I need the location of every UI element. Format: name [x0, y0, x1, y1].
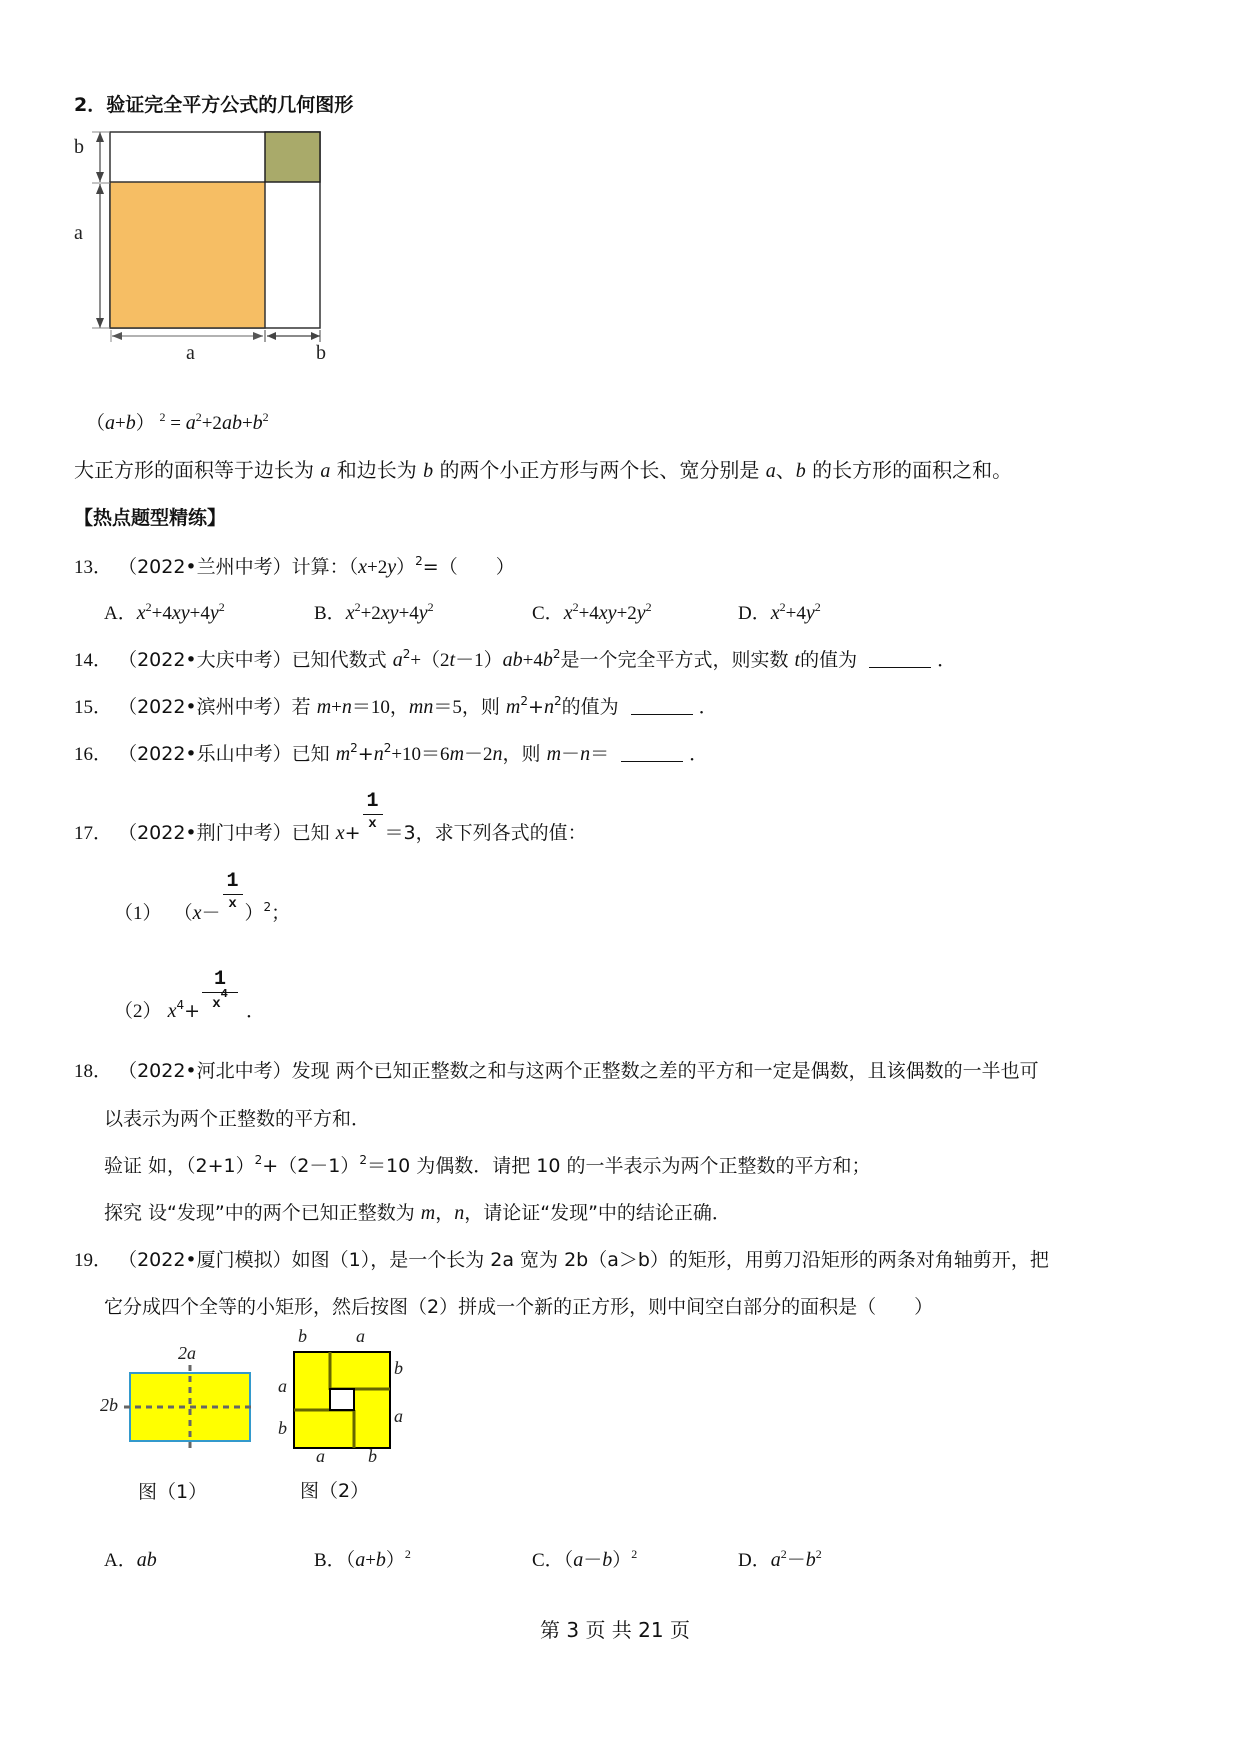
question-19: 19． （2022•厦门模拟）如图（1），是一个长为 2a 宽为 2b（a＞b）的矩形，用剪刀沿矩形的两条对角轴剪开，把 [74, 1249, 1049, 1271]
perfect-square-formula: （a+b） $^2 = a^2+2ab+b^2$ [86, 410, 269, 434]
fig2-caption: 图（2） [300, 1480, 370, 1502]
page-footer: 第 3 页 共 21 页 [540, 1618, 690, 1642]
question-16: 16． （2022•乐山中考）已知 $m^2+n^2+10=6m-2n$，则 m－n＝ ． [74, 741, 709, 765]
q18-line-2: 以表示为两个正整数的平方和． [104, 1108, 371, 1130]
formula-exponent: 2 [159, 410, 166, 424]
perfect-square-diagram [70, 120, 370, 380]
q19-option-b[interactable]: B．$(a+b)^2$ [314, 1547, 411, 1571]
label-b-left: b [74, 136, 84, 158]
q15-answer-blank[interactable] [631, 700, 693, 715]
q19-option-d[interactable]: D．$a^2-b^2$ [738, 1547, 822, 1571]
q13-option-b[interactable]: B．$x^2+2xy+4y^2$ [314, 600, 434, 624]
question-15: 15． （2022•滨州中考）若 m+n＝10，mn＝5，则 $m^2+n^2$的值为 ． [74, 694, 718, 718]
question-18: 18． （2022•河北中考）发现 两个已知正整数之和与这两个正整数之差的平方和一定是偶数，且该偶数的一半也可 [74, 1060, 1039, 1082]
fig2-label-left-b: b [278, 1418, 287, 1438]
square-diagram-svg [70, 120, 370, 380]
fig2-label-top-b: b [298, 1326, 307, 1346]
fig1-label-2b: 2b [100, 1395, 118, 1415]
q17-sub-2: （2） $x^4+$ $\frac{1}{x^4}$ ． [114, 967, 266, 1022]
question-17: 17． （2022•荆门中考）已知 x+ $\frac{1}{x}$ ＝3，求下列各式的值： [74, 789, 587, 844]
figure-1 [96, 1345, 256, 1505]
q18-verify: 验证 如，$(2+1)^2+(2-1)^2=10$ 为偶数．请把 10 的一半表示为两个正整数的平方和； [104, 1153, 871, 1177]
label-a-left: a [74, 222, 83, 244]
q13-option-c[interactable]: C．$x^2+4xy+2y^2$ [532, 600, 652, 624]
fraction-1-over-x: $\frac{1}{x}$ [361, 824, 385, 844]
formula-explanation: 大正方形的面积等于边长为 a 和边长为 b 的两个小正方形与两个长、宽分别是 a、b 的长方形的面积之和。 [74, 458, 1013, 482]
fig2-label-bottom-b: b [368, 1446, 377, 1466]
fig2-label-right-b: b [394, 1358, 403, 1378]
fig1-caption: 图（1） [138, 1481, 208, 1503]
figure-2 [272, 1326, 412, 1510]
q19-option-c[interactable]: C．$(a-b)^2$ [532, 1547, 638, 1571]
fig1-label-2a: 2a [178, 1343, 196, 1363]
q13-option-a[interactable]: A．$x^2+4xy+4y^2$ [104, 600, 225, 624]
label-a-bottom: a [186, 342, 195, 364]
q14-answer-blank[interactable] [869, 653, 931, 668]
q19-option-a[interactable]: A．ab [104, 1549, 157, 1571]
fraction-1-over-x4: $\frac{1}{x^4}$ [200, 1002, 240, 1022]
section-title: 2．验证完全平方公式的几何图形 [74, 94, 354, 116]
q18-explore: 探究 设“发现”中的两个已知正整数为 m，n，请论证“发现”中的结论正确． [104, 1202, 731, 1224]
question-14: 14． （2022•大庆中考）已知代数式 $a^2+(2t-1)ab+4b^2$是一个完全平方式，则实数 t的值为 ． [74, 647, 957, 671]
fig2-label-right-a: a [394, 1406, 403, 1426]
q13-option-d[interactable]: D．$x^2+4y^2$ [738, 600, 821, 624]
fig2-label-left-a: a [278, 1376, 287, 1396]
fig2-label-bottom-a: a [316, 1446, 325, 1466]
q17-sub-1: （1） （x－ $\frac{1}{x}$ ）$^2$； [114, 869, 291, 924]
label-b-bottom: b [316, 342, 326, 364]
fraction-1-over-x: $\frac{1}{x}$ [221, 904, 245, 924]
fig2-label-top-a: a [356, 1326, 365, 1346]
hot-section-heading: 【热点题型精练】 [74, 507, 227, 529]
question-13: 13． （2022•兰州中考）计算：$(x+2y)^2=$（ ） [74, 554, 515, 578]
q16-answer-blank[interactable] [621, 747, 683, 762]
q19-line-2: 它分成四个全等的小矩形，然后按图（2）拼成一个新的正方形，则中间空白部分的面积是（ ） [104, 1296, 934, 1318]
